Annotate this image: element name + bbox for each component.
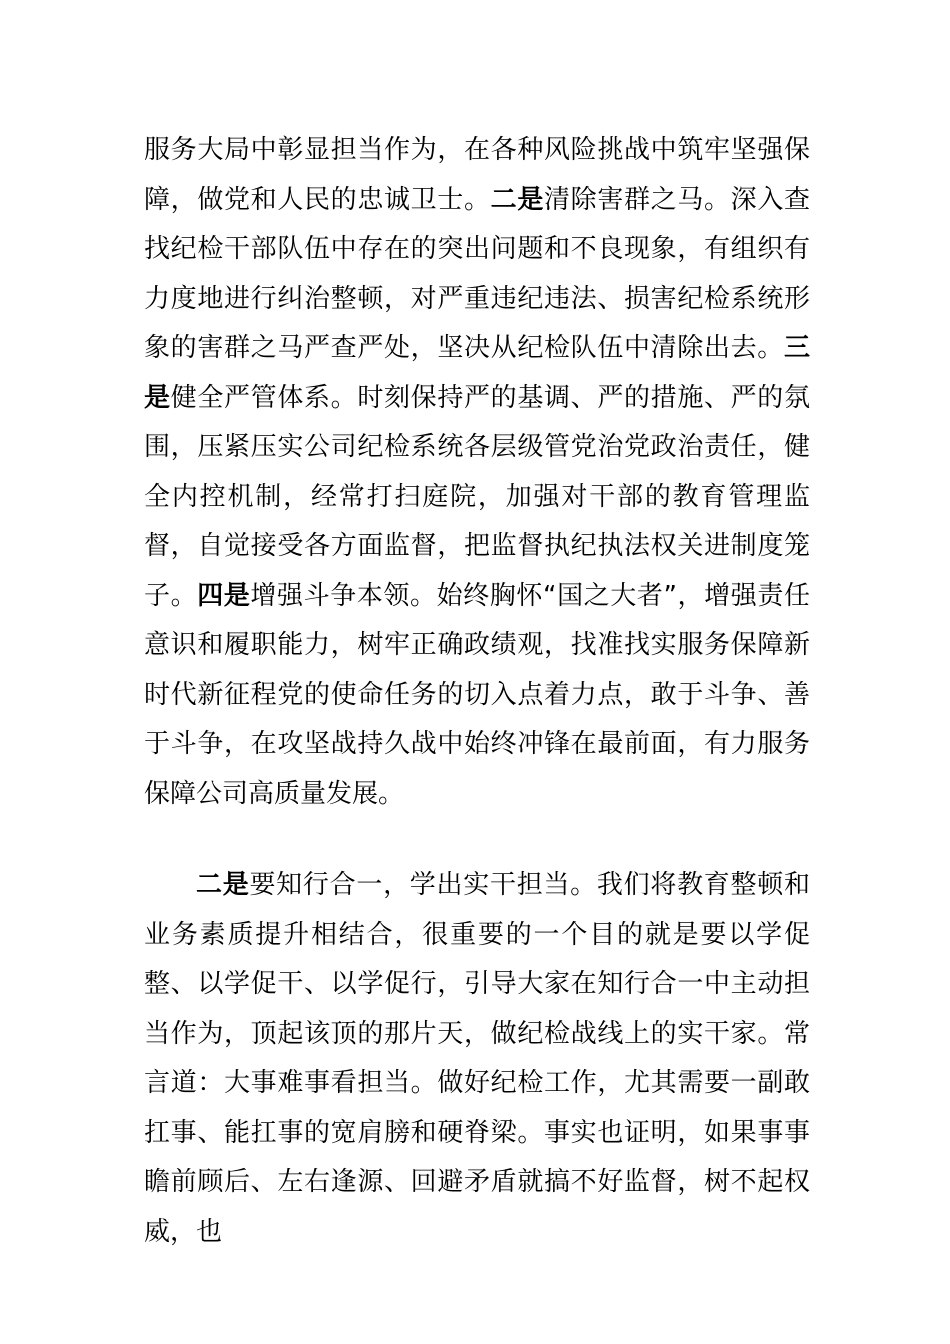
bold-heading-segment: 四是 xyxy=(197,580,251,611)
paragraph-2 xyxy=(144,861,810,1257)
text-segment: 清除害群之马。深入查找纪检干部队伍中存在的突出问题和不良现象，有组织有力度地进行纠治整顿，对严重违纪违法、损害纪检系统形象的害群之马严查严处，坚决从纪检队伍中清除出去。 xyxy=(144,184,810,363)
bold-heading-segment: 三是 xyxy=(144,333,810,413)
bold-heading-segment: 二是 xyxy=(490,184,544,215)
paragraph-1 xyxy=(144,126,810,819)
text-segment: 健全严管体系。时刻保持严的基调、严的措施、严的氛围，压紧压实公司纪检系统各层级管党治党政治责任，健全内控机制，经常打扫庭院，加强对干部的教育管理监督，自觉接受各方面监督，把监督执纪执法权关进制度笼子。 xyxy=(144,382,810,611)
bold-heading-segment: 二是 xyxy=(196,870,250,900)
text-segment: 服务大局中彰显担当作为，在各种风险挑战中筑牢坚强保障，做党和人民的忠诚卫士。 xyxy=(144,135,810,215)
text-segment: 要知行合一，学出实干担当。我们将教育整顿和业务素质提升相结合，很重要的一个目的就是要以学促整、以学促干、以学促行，引导大家在知行合一中主动担当作为，顶起该顶的那片天，做纪检战线上的实干家。常言道：大事难事看担当。做好纪检工作，尤其需要一副敢扛事、能扛事的宽肩膀和硬脊梁。事实也证明，如果事事瞻前顾后、左右逢源、回避矛盾就搞不好监督，树不起权威，也 xyxy=(144,870,810,1247)
text-segment: 增强斗争本领。始终胸怀“国之大者”，增强责任意识和履职能力，树牢正确政绩观，找准找实服务保障新时代新征程党的使命任务的切入点着力点，敢于斗争、善于斗争，在攻坚战持久战中始终冲锋在最前面，有力服务保障公司高质量发展。 xyxy=(144,580,810,809)
